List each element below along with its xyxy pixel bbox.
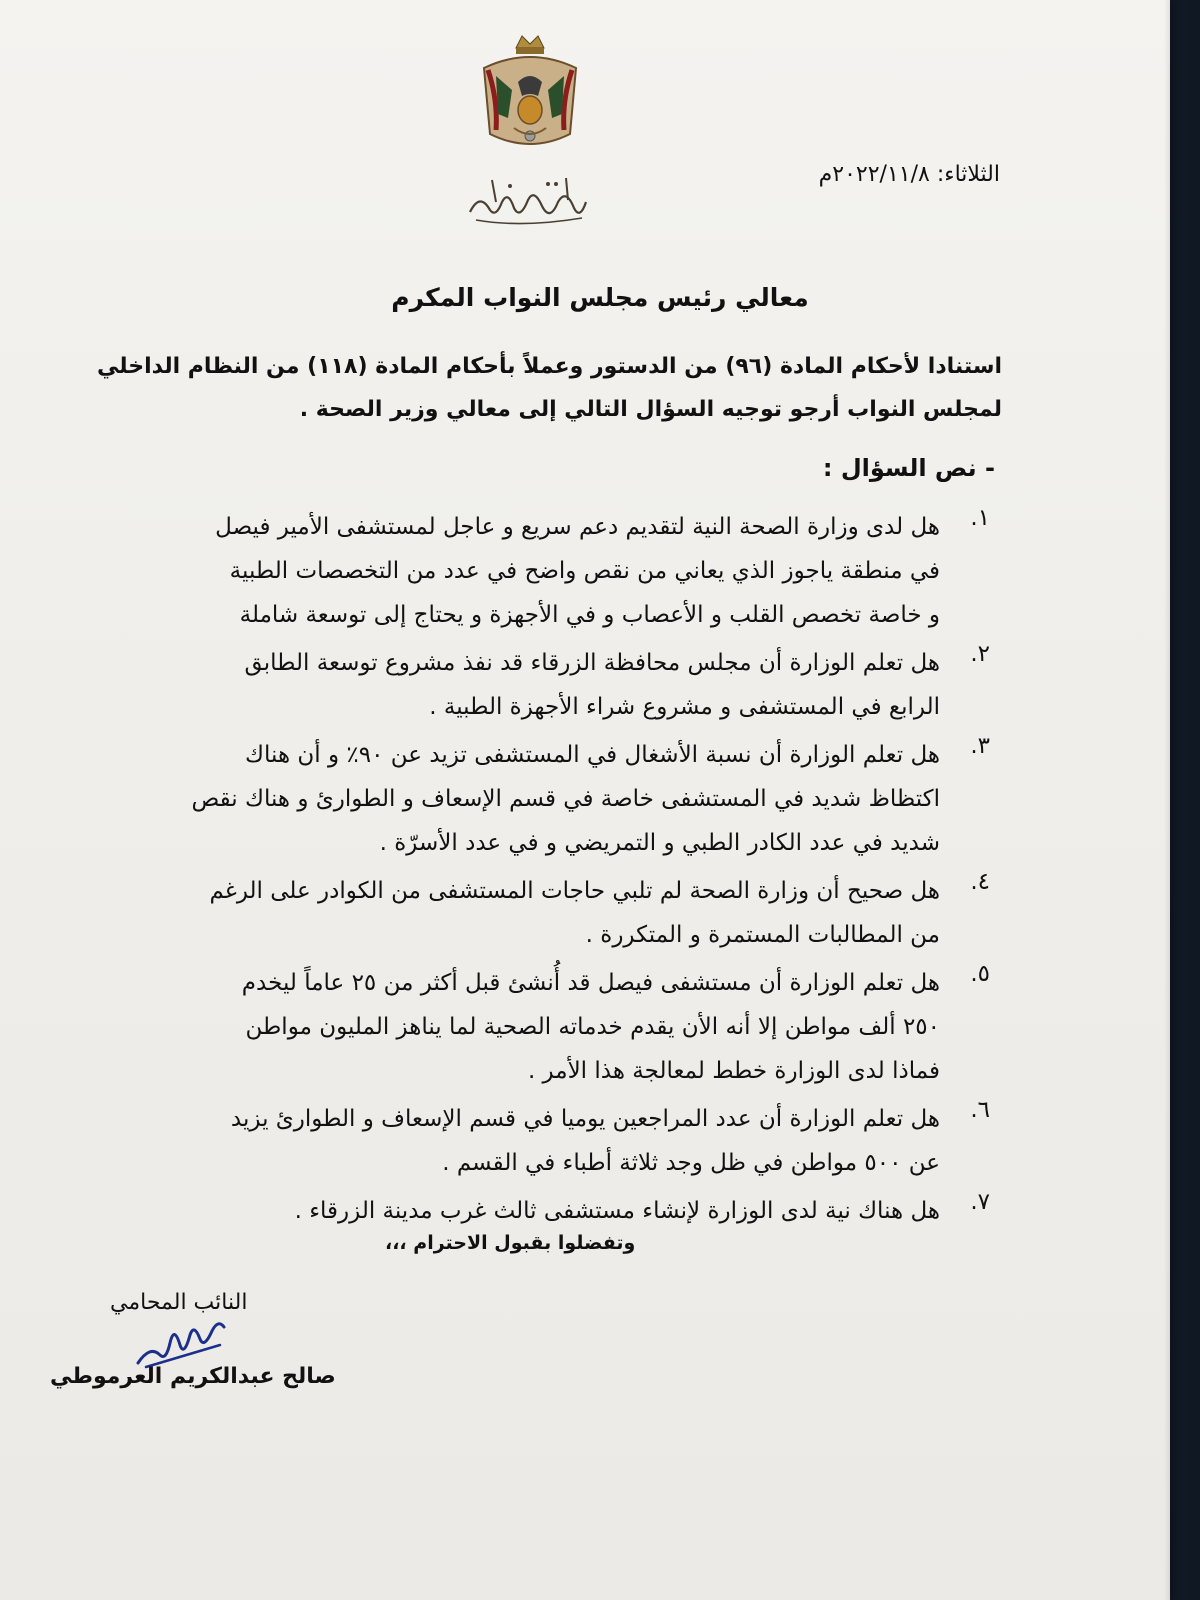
closing-line: وتفضلوا بقبول الاحترام ،،، [385, 1232, 636, 1254]
intro-line: استنادا لأحكام المادة (٩٦) من الدستور وعملاً بأحكام المادة (١١٨) من النظام الداخلي [97, 354, 1002, 379]
question-number: ٤. [970, 869, 990, 895]
question-line: ٢٥٠ ألف مواطن إلا أنه الأن يقدم خدماته الصحية لما يناهز المليون مواطن [245, 1014, 940, 1040]
question-line: هل صحيح أن وزارة الصحة لم تلبي حاجات المستشفى من الكوادر على الرغم [209, 878, 940, 904]
question-item [80, 733, 990, 865]
question-item [80, 1189, 990, 1233]
letter-date: الثلاثاء: ٢٠٢٢/١١/٨م [818, 162, 1000, 187]
question-number: ٥. [970, 961, 990, 987]
intro-paragraph [72, 345, 1002, 431]
question-line: هل تعلم الوزارة أن نسبة الأشغال في المستشفى تزيد عن ٩٠٪ و أن هناك [245, 742, 940, 768]
question-line: هل لدى وزارة الصحة النية لتقديم دعم سريع و عاجل لمستشفى الأمير فيصل [215, 514, 940, 540]
question-line: هل هناك نية لدى الوزارة لإنشاء مستشفى ثالث غرب مدينة الزرقاء . [294, 1198, 940, 1224]
question-line: الرابع في المستشفى و مشروع شراء الأجهزة الطبية . [429, 694, 940, 720]
question-line: و خاصة تخصص القلب و الأعصاب و في الأجهزة و يحتاج إلى توسعة شاملة [239, 602, 940, 628]
questions-list [80, 505, 990, 1237]
question-number: ٧. [970, 1189, 990, 1215]
question-number: ١. [970, 505, 990, 531]
question-line: من المطالبات المستمرة و المتكررة . [585, 922, 940, 948]
question-line: هل تعلم الوزارة أن عدد المراجعين يوميا في قسم الإسعاف و الطوارئ يزيد [230, 1106, 940, 1132]
signatory-name: صالح عبدالكريم العرموطي [50, 1364, 336, 1389]
question-line: هل تعلم الوزارة أن مجلس محافظة الزرقاء قد نفذ مشروع توسعة الطابق [244, 650, 940, 676]
question-item [80, 1097, 990, 1185]
question-line: عن ٥٠٠ مواطن في ظل وجد ثلاثة أطباء في القسم . [442, 1150, 940, 1176]
question-line: فماذا لدى الوزارة خطط لمعالجة هذا الأمر . [527, 1058, 940, 1084]
question-line: هل تعلم الوزارة أن مستشفى فيصل قد أُنشئ قبل أكثر من ٢٥ عاماً ليخدم [241, 970, 940, 996]
question-item [80, 641, 990, 729]
paper-edge [1164, 0, 1170, 1600]
jordan-coat-of-arms-icon [478, 30, 582, 162]
parliament-calligraphy-logo [462, 172, 592, 232]
question-item [80, 505, 990, 637]
question-line: شديد في عدد الكادر الطبي و التمريضي و في عدد الأسرّة . [379, 830, 940, 856]
intro-line: لمجلس النواب أرجو توجيه السؤال التالي إلى معالي وزير الصحة . [299, 397, 1002, 422]
question-number: ٢. [970, 641, 990, 667]
question-line: في منطقة ياجوز الذي يعاني من نقص واضح في عدد من التخصصات الطبية [229, 558, 940, 584]
question-heading: - نص السؤال : [822, 454, 995, 482]
question-line: اكتظاظ شديد في المستشفى خاصة في قسم الإسعاف و الطوارئ و هناك نقص [191, 786, 940, 812]
question-item [80, 961, 990, 1093]
addressee-line: معالي رئيس مجلس النواب المكرم [391, 283, 809, 312]
question-item [80, 869, 990, 957]
signatory-title: النائب المحامي [110, 1290, 248, 1315]
question-number: ٣. [970, 733, 990, 759]
question-number: ٦. [970, 1097, 990, 1123]
